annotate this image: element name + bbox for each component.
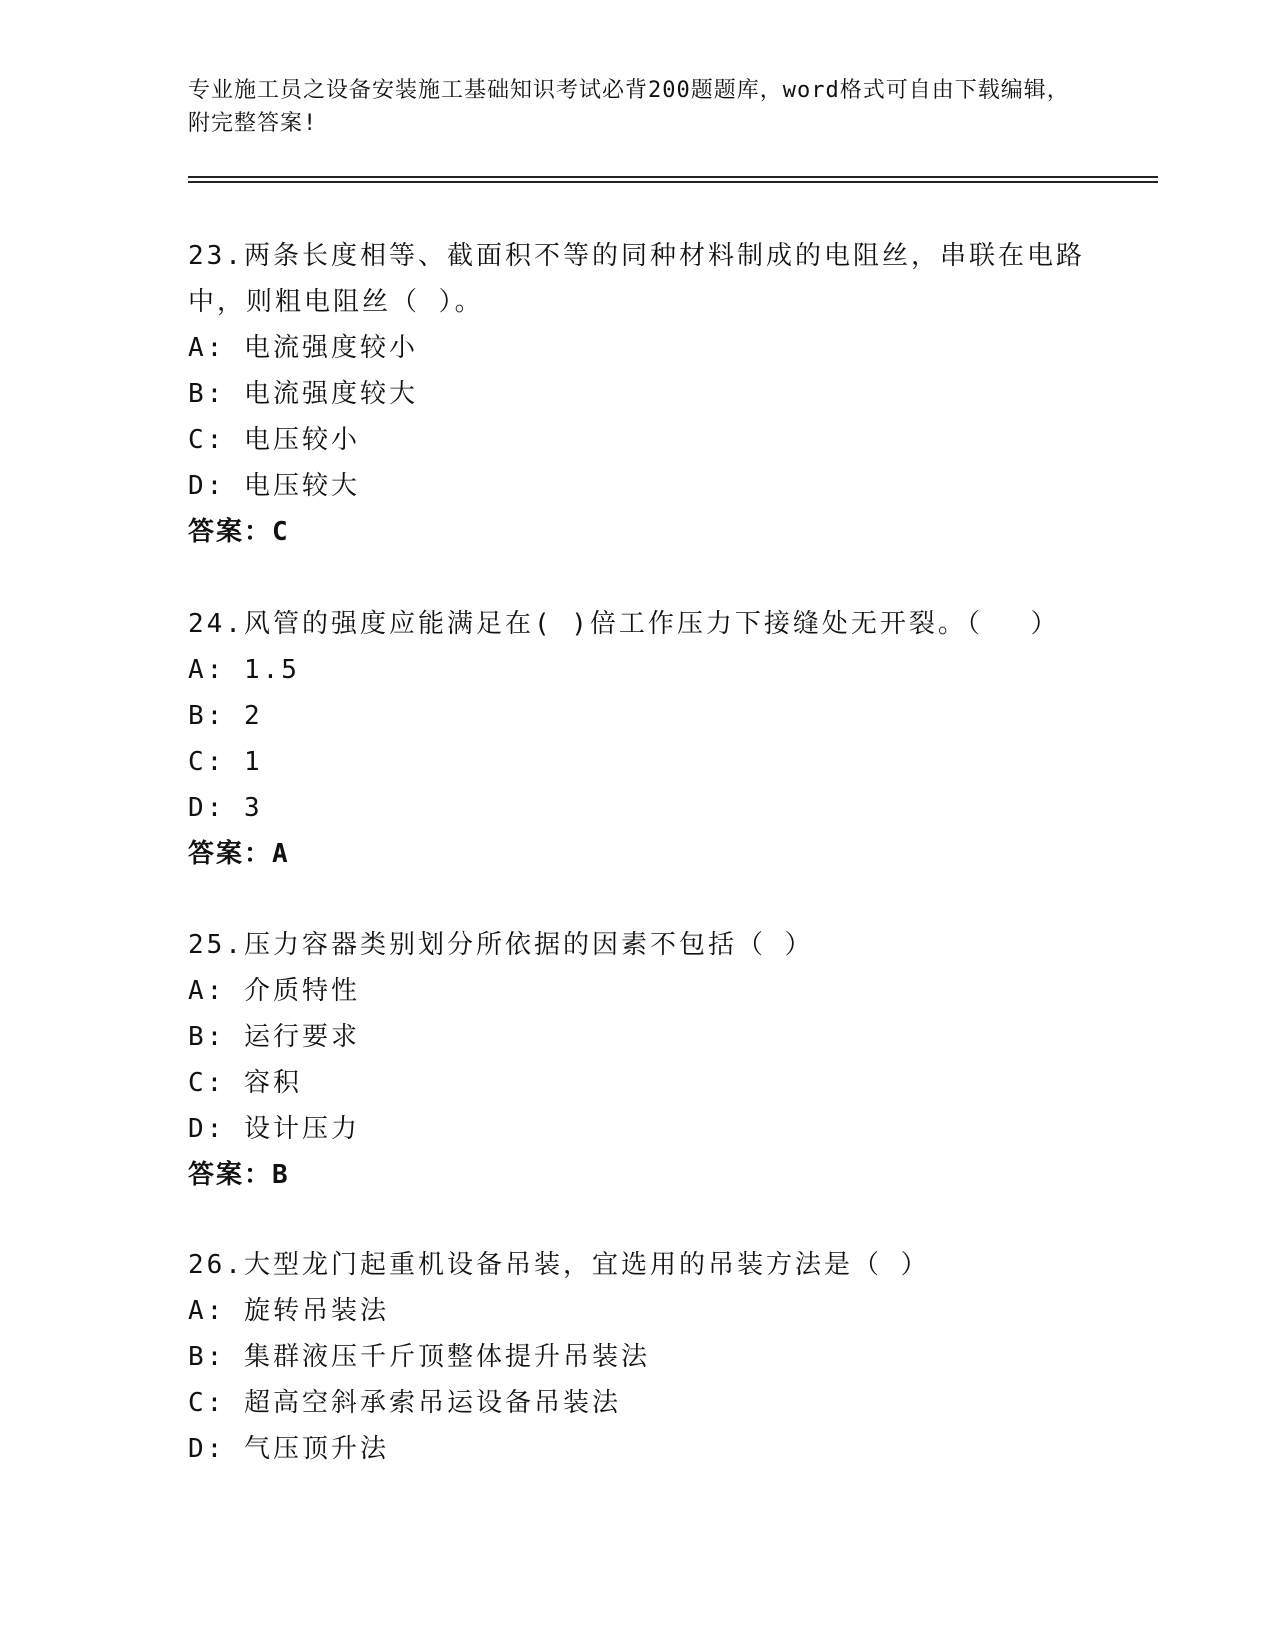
question-stem: 25.压力容器类别划分所依据的因素不包括（ ） [188,930,814,960]
option-d: D: 设计压力 [188,1114,360,1144]
option-c: C: 电压较小 [188,425,360,455]
header-divider-top [188,176,1158,178]
option-d: D: 3 [188,793,263,823]
answer-line: 答案：C [188,517,290,547]
option-a: A: 旋转吊装法 [188,1296,389,1326]
option-a: A: 电流强度较小 [188,333,418,363]
option-c: C: 超高空斜承索吊运设备吊装法 [188,1388,621,1418]
question-23 [188,233,1088,555]
question-25 [188,922,1088,1198]
answer-line: 答案：B [188,1160,290,1190]
option-d: D: 气压顶升法 [188,1434,389,1464]
header-divider-bottom [188,181,1158,183]
question-stem: 26.大型龙门起重机设备吊装，宜选用的吊装方法是（ ） [188,1250,930,1280]
option-a: A: 介质特性 [188,976,360,1006]
option-b: B: 电流强度较大 [188,379,418,409]
option-b: B: 2 [188,701,263,731]
question-stem: 24.风管的强度应能满足在( )倍工作压力下接缝处无开裂。（ ） [188,609,1060,639]
option-a: A: 1.5 [188,655,300,685]
answer-line: 答案：A [188,839,290,869]
option-b: B: 运行要求 [188,1022,360,1052]
document-header: 专业施工员之设备安装施工基础知识考试必背200题题库，word格式可自由下载编辑，附完整答案! [188,78,1070,136]
question-24 [188,601,1088,877]
option-b: B: 集群液压千斤顶整体提升吊装法 [188,1342,650,1372]
option-d: D: 电压较大 [188,471,360,501]
option-c: C: 1 [188,747,263,777]
option-c: C: 容积 [188,1068,302,1098]
question-26 [188,1242,1088,1472]
question-stem: 23.两条长度相等、截面积不等的同种材料制成的电阻丝，串联在电路中，则粗电阻丝（ ）。 [188,241,1085,317]
